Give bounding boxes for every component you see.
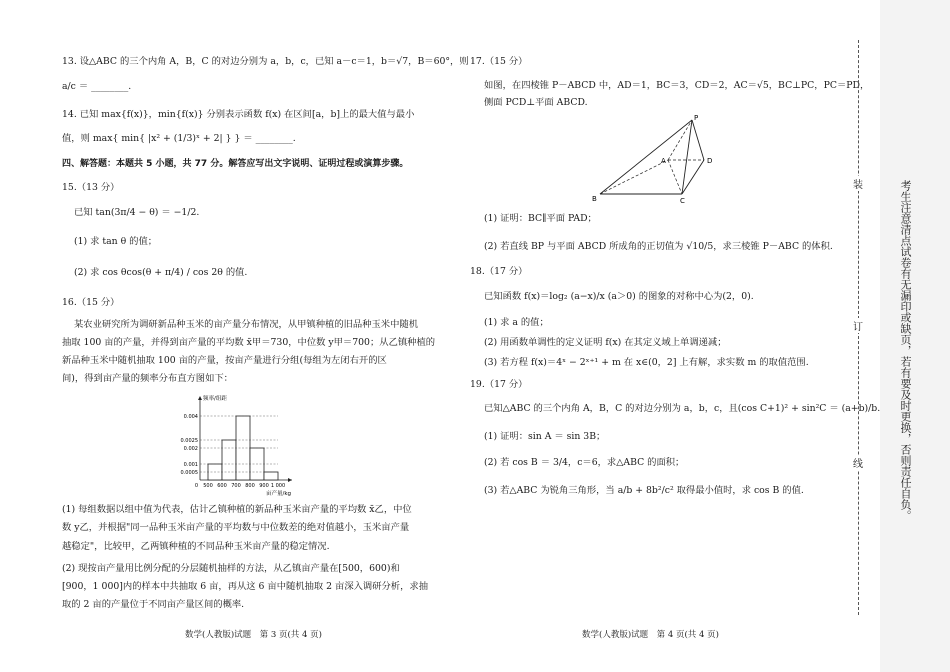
edge-pb bbox=[600, 120, 692, 194]
q16-title: 16.（15 分） bbox=[62, 297, 120, 308]
label-a: A bbox=[661, 157, 666, 165]
x-tick-label-3: 700 bbox=[231, 483, 241, 489]
label-c: C bbox=[680, 197, 685, 204]
pyramid-figure bbox=[580, 112, 720, 204]
q16-text-4: 间)，得到亩产量的频率分布直方图如下： bbox=[62, 373, 233, 384]
binding-mark-xian: 线 bbox=[852, 455, 864, 470]
edge-pc bbox=[682, 120, 692, 194]
q18-title: 18.（17 分） bbox=[470, 266, 528, 277]
y-tick-label-1: 0.0005 bbox=[180, 470, 198, 476]
q16-part1-1: (1) 每组数据以组中值为代表，估计乙镇种植的新品种玉米亩产量的平均数 x̄乙，中位 bbox=[62, 504, 412, 515]
q17-part2: (2) 若直线 BP 与平面 ABCD 所成角的正切值为 √10/5，求三棱锥 P－ABC 的体积. bbox=[484, 241, 833, 252]
q16-text-2: 抽取 100 亩的产量，并得到亩产量的平均数 x̄甲＝730，中位数 y甲＝700；从乙镇种植的 bbox=[62, 337, 436, 348]
edge-pd bbox=[692, 120, 704, 160]
y-axis-label: 频率/组距 bbox=[203, 396, 227, 402]
edge-pa bbox=[668, 120, 692, 160]
edge-ac bbox=[668, 160, 682, 194]
q18-part3: (3) 若方程 f(x)＝4ˣ − 2ˣ⁺¹ + m 在 x∈(0，2] 上有解，求实数 m 的取值范围. bbox=[484, 357, 809, 368]
q13-line2: a/c ＝ ________. bbox=[62, 81, 132, 92]
x-axis-label: 亩产量/kg bbox=[266, 491, 292, 497]
q15-part2: (2) 求 cos θcos(θ + π/4) / cos 2θ 的值. bbox=[74, 267, 248, 278]
edge-cd bbox=[682, 160, 704, 194]
q16-part2-3: 取的 2 亩的产量位于不同亩产量区间的概率. bbox=[62, 599, 245, 610]
candidate-notice: 考生注意清点试卷有无漏印或缺页，若有要及时更换，否则责任自负。 bbox=[899, 180, 912, 521]
x-axis-arrow bbox=[288, 478, 292, 482]
x-tick-label-5: 900 bbox=[259, 483, 269, 489]
binding-mark-zhuang: 装 bbox=[852, 176, 864, 191]
label-p: P bbox=[694, 114, 699, 122]
q18-part1: (1) 求 a 的值； bbox=[484, 317, 549, 328]
q17-text-1: 如图，在四棱锥 P－ABCD 中，AD＝1，BC＝3，CD＝2，AC＝√5，BC⊥PC，PC＝PD， bbox=[484, 80, 870, 91]
histogram-bar-2 bbox=[222, 440, 236, 480]
q16-part1-2: 数 y乙，并根据"同一品种玉米亩产量的平均数与中位数差的绝对值越小，玉米亩产量 bbox=[62, 522, 410, 533]
q16-part2-2: [900，1 000]内的样本中共抽取 6 亩，再从这 6 亩中随机抽取 2 亩深入调研分析，求抽 bbox=[62, 581, 428, 592]
q14-line1: 14. 已知 max{f(x)}，min{f(x)} 分别表示函数 f(x) 在区间[a，b]上的最大值与最小 bbox=[62, 109, 415, 120]
y-tick-label-2: 0.001 bbox=[183, 462, 198, 468]
frequency-histogram bbox=[168, 392, 328, 502]
x-tick-label-1: 500 bbox=[203, 483, 213, 489]
q15-title: 15.（13 分） bbox=[62, 182, 120, 193]
q15-given: 已知 tan(3π/4 − θ) ＝ −1/2. bbox=[74, 207, 200, 218]
x-tick-label-6: 1 000 bbox=[270, 483, 286, 489]
q14-line2: 值，则 max{ min{ |x² + (1/3)ˣ + 2| } } ＝ ________. bbox=[62, 133, 296, 144]
label-b: B bbox=[592, 195, 597, 203]
q16-part2-1: (2) 现按亩产量用比例分配的分层随机抽样的方法，从乙镇亩产量在[500，600)和 bbox=[62, 563, 400, 574]
q19-text: 已知△ABC 的三个内角 A，B，C 的对边分别为 a，b，c，且(cos C+1)² + sin²C ＝ (a+b)/b. bbox=[484, 403, 881, 414]
x-tick-label-origin: 0 bbox=[194, 483, 198, 489]
q13-line1: 13. 设△ABC 的三个内角 A，B，C 的对边分别为 a，b，c，已知 a－c＝1，b＝√7，B＝60°，则 bbox=[62, 56, 469, 67]
edge-ba bbox=[600, 160, 668, 194]
q17-part1: (1) 证明：BC∥平面 PAD； bbox=[484, 213, 597, 224]
q15-part1: (1) 求 tan θ 的值； bbox=[74, 236, 158, 247]
q16-text-1: 某农业研究所为调研新品种玉米的亩产量分布情况，从甲镇种植的旧品种玉米中随机 bbox=[74, 319, 418, 330]
q19-part3: (3) 若△ABC 为锐角三角形，当 a/b + 8b²/c² 取得最小值时，求 cos B 的值. bbox=[484, 485, 804, 496]
y-tick-label-3: 0.002 bbox=[183, 446, 198, 452]
q19-part1: (1) 证明：sin A ＝ sin 3B； bbox=[484, 431, 606, 442]
histogram-bar-5 bbox=[264, 472, 278, 480]
section-heading: 四、解答题：本题共 5 小题，共 77 分。解答应写出文字说明、证明过程或演算步骤。 bbox=[62, 159, 409, 169]
q18-part2: (2) 用函数单调性的定义证明 f(x) 在其定义域上单调递减； bbox=[484, 337, 727, 348]
page-footer-left: 数学(人教版)试题 第 3 页(共 4 页) bbox=[185, 630, 322, 640]
q17-text-2: 侧面 PCD⊥平面 ABCD. bbox=[484, 97, 588, 108]
x-tick-label-4: 800 bbox=[245, 483, 255, 489]
q16-part1-3: 越稳定"，比较甲，乙两镇种植的不同品种玉米亩产量的稳定情况. bbox=[62, 541, 330, 552]
q19-title: 19.（17 分） bbox=[470, 379, 528, 390]
x-tick-label-2: 600 bbox=[217, 483, 227, 489]
binding-mark-ding: 订 bbox=[852, 318, 864, 333]
binding-strip bbox=[880, 0, 950, 672]
y-axis-arrow bbox=[198, 396, 202, 400]
page-footer-right: 数学(人教版)试题 第 4 页(共 4 页) bbox=[582, 630, 719, 640]
q19-part2: (2) 若 cos B ＝ 3/4，c＝6，求△ABC 的面积； bbox=[484, 457, 685, 468]
y-tick-label-5: 0.004 bbox=[183, 414, 198, 420]
q18-text: 已知函数 f(x)＝log₂ (a−x)/x (a＞0) 的图象的对称中心为(2，0). bbox=[484, 291, 754, 302]
q16-text-3: 新品种玉米中随机抽取 100 亩的产量，按亩产量进行分组(每组为左闭右开的区 bbox=[62, 355, 387, 366]
y-tick-label-4: 0.0025 bbox=[180, 438, 198, 444]
label-d: D bbox=[707, 157, 713, 165]
q17-title: 17.（15 分） bbox=[470, 56, 528, 67]
